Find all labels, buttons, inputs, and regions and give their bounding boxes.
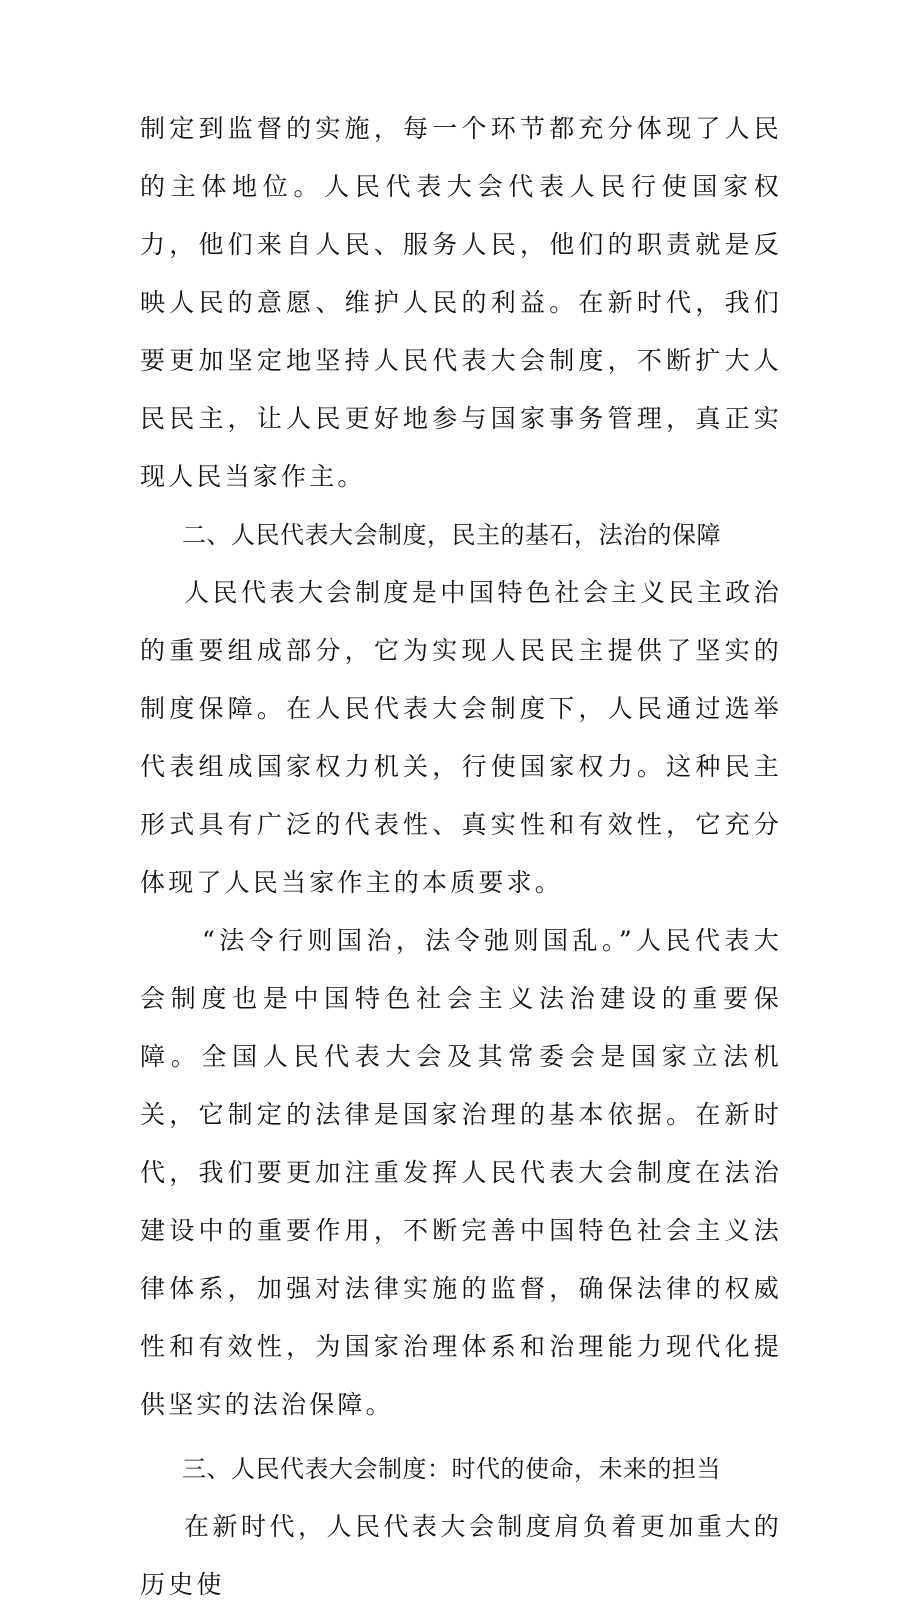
- paragraph-rule-of-law: “法令行则国治，法令弛则国乱。”人民代表大会制度也是中国特色社会主义法治建设的重要保障。全国人民代表大会及其常委会是国家立法机关，它制定的法律是国家治理的基本依据。在新时代，我们要更加注重发挥人民代表大会制度在法治建设中的重要作用，不断完善中国特色社会主义法律体系，加强对法律实施的监督，确保法律的权威性和有效性，为国家治理体系和治理能力现代化提供坚实的法治保障。: [140, 926, 782, 1419]
- document-body: [140, 100, 782, 1614]
- paragraph-mission: 在新时代，人民代表大会制度肩负着更加重大的历史使: [140, 1512, 782, 1599]
- paragraph-continued: 制定到监督的实施，每一个环节都充分体现了人民的主体地位。人民代表大会代表人民行使国家权力，他们来自人民、服务人民，他们的职责就是反映人民的意愿、维护人民的利益。在新时代，我们要更加坚定地坚持人民代表大会制度，不断扩大人民民主，让人民更好地参与国家事务管理，真正实现人民当家作主。: [140, 114, 782, 491]
- paragraph-democracy: 人民代表大会制度是中国特色社会主义民主政治的重要组成部分，它为实现人民民主提供了坚实的制度保障。在人民代表大会制度下，人民通过选举代表组成国家权力机关，行使国家权力。这种民主形式具有广泛的代表性、真实性和有效性，它充分体现了人民当家作主的本质要求。: [140, 578, 782, 897]
- section-heading-2: 二、人民代表大会制度，民主的基石，法治的保障: [182, 521, 721, 549]
- section-heading-3: 三、人民代表大会制度：时代的使命，未来的担当: [182, 1455, 721, 1483]
